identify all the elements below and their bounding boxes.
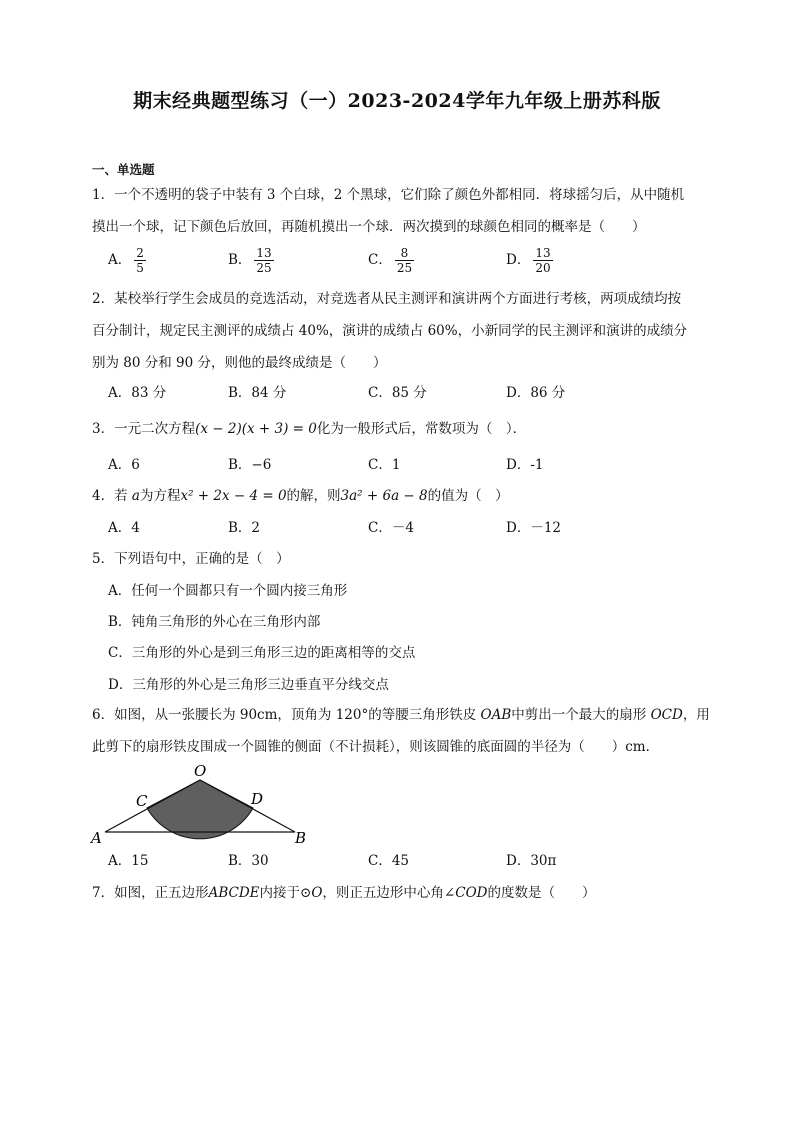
q5-option-a[interactable]: A．任何一个圆都只有一个圆内接三角形	[108, 583, 348, 599]
fraction: $\frac{2}{5}$	[136, 246, 144, 275]
q6-option-d[interactable]: D．30π	[506, 853, 557, 869]
q4-option-b[interactable]: B．2	[228, 520, 261, 536]
q6-option-c[interactable]: C．45	[368, 853, 410, 869]
q1-option-b[interactable]	[228, 246, 274, 275]
q4-stem: 4．若 a为方程x² + 2x − 4 = 0的解，则3a² + 6a − 8的值为（ ）	[92, 488, 509, 504]
label-o: O	[194, 762, 207, 780]
option-label: A．	[108, 252, 132, 268]
q1-option-c[interactable]	[368, 246, 414, 275]
q2-option-d[interactable]: D．86 分	[506, 385, 566, 401]
q1-option-d[interactable]	[506, 246, 553, 275]
label-b: B	[295, 829, 307, 847]
fraction: $\frac{8}{25}$	[396, 246, 413, 275]
q1-stem-line2: 摸出一个球，记下颜色后放回，再随机摸出一个球．两次摸到的球颜色相同的概率是（ ）	[92, 219, 646, 235]
q4-equation: x² + 2x − 4 = 0	[180, 488, 287, 504]
q3-equation: (x − 2)(x + 3) = 0	[195, 421, 317, 437]
q3-option-a[interactable]: A．6	[108, 457, 140, 473]
q6-stem-line2: 此剪下的扇形铁皮围成一个圆锥的侧面（不计损耗），则该圆锥的底面圆的半径为（ ）cm．	[92, 739, 660, 755]
q4-option-d[interactable]: D．－12	[506, 520, 562, 536]
q6-stem-line1: 6．如图，从一张腰长为 90cm，顶角为 120°的等腰三角形铁皮 OAB中剪出一个最大的扇形 OCD，用	[92, 707, 710, 723]
q3-option-c[interactable]: C．1	[368, 457, 401, 473]
q2-option-a[interactable]: A．83 分	[108, 385, 167, 401]
label-d: D	[251, 790, 264, 808]
sector-ocd	[147, 780, 253, 839]
q3-option-b[interactable]: B．−6	[228, 457, 272, 473]
q4-option-c[interactable]: C．－4	[368, 520, 414, 536]
q7-stem: 7．如图，正五边形ABCDE内接于⊙O，则正五边形中心角∠COD的度数是（ ）	[92, 885, 596, 901]
label-c: C	[136, 792, 148, 810]
option-label: C．	[368, 252, 392, 268]
fraction: $\frac{13}{25}$	[256, 246, 272, 275]
q2-option-c[interactable]: C．85 分	[368, 385, 427, 401]
q6-option-a[interactable]: A．15	[108, 853, 149, 869]
q5-option-b[interactable]: B．钝角三角形的外心在三角形内部	[108, 614, 321, 630]
q4-option-a[interactable]: A．4	[108, 520, 140, 536]
q4-expression: 3a² + 6a − 8	[340, 488, 428, 504]
q2-stem-line2: 百分制计，规定民主测评的成绩占 40%，演讲的成绩占 60%，小新同学的民主测评和演讲的成绩分	[92, 323, 688, 339]
q5-option-d[interactable]: D．三角形的外心是三角形三边垂直平分线交点	[108, 677, 389, 693]
q5-option-c[interactable]: C．三角形的外心是到三角形三边的距离相等的交点	[108, 645, 416, 661]
q2-stem-line1: 2．某校举行学生会成员的竞选活动，对竞选者从民主测评和演讲两个方面进行考核，两项成绩均按	[92, 291, 682, 307]
q1-option-a[interactable]	[108, 246, 146, 275]
section-heading: 一、单选题	[92, 162, 155, 177]
q2-stem-line3: 别为 80 分和 90 分，则他的最终成绩是（ ）	[92, 355, 387, 371]
page-title: 期末经典题型练习（一）2023-2024学年九年级上册苏科版	[133, 90, 661, 112]
q5-stem: 5．下列语句中，正确的是（ ）	[92, 551, 290, 567]
q6-option-b[interactable]: B．30	[228, 853, 269, 869]
q3-stem: 3．一元二次方程(x − 2)(x + 3) = 0化为一般形式后，常数项为（ ）．	[92, 421, 527, 437]
q3-option-d[interactable]: D．-1	[506, 457, 544, 473]
label-a: A	[91, 829, 102, 847]
option-label: D．	[506, 252, 531, 268]
fraction: $\frac{13}{20}$	[535, 246, 551, 275]
option-label: B．	[228, 252, 252, 268]
q1-stem-line1: 1．一个不透明的袋子中装有 3 个白球，2 个黑球，它们除了颜色外都相同．将球摇匀后，从中随机	[92, 187, 685, 203]
q2-option-b[interactable]: B．84 分	[228, 385, 287, 401]
triangle-sector-figure	[88, 760, 318, 850]
